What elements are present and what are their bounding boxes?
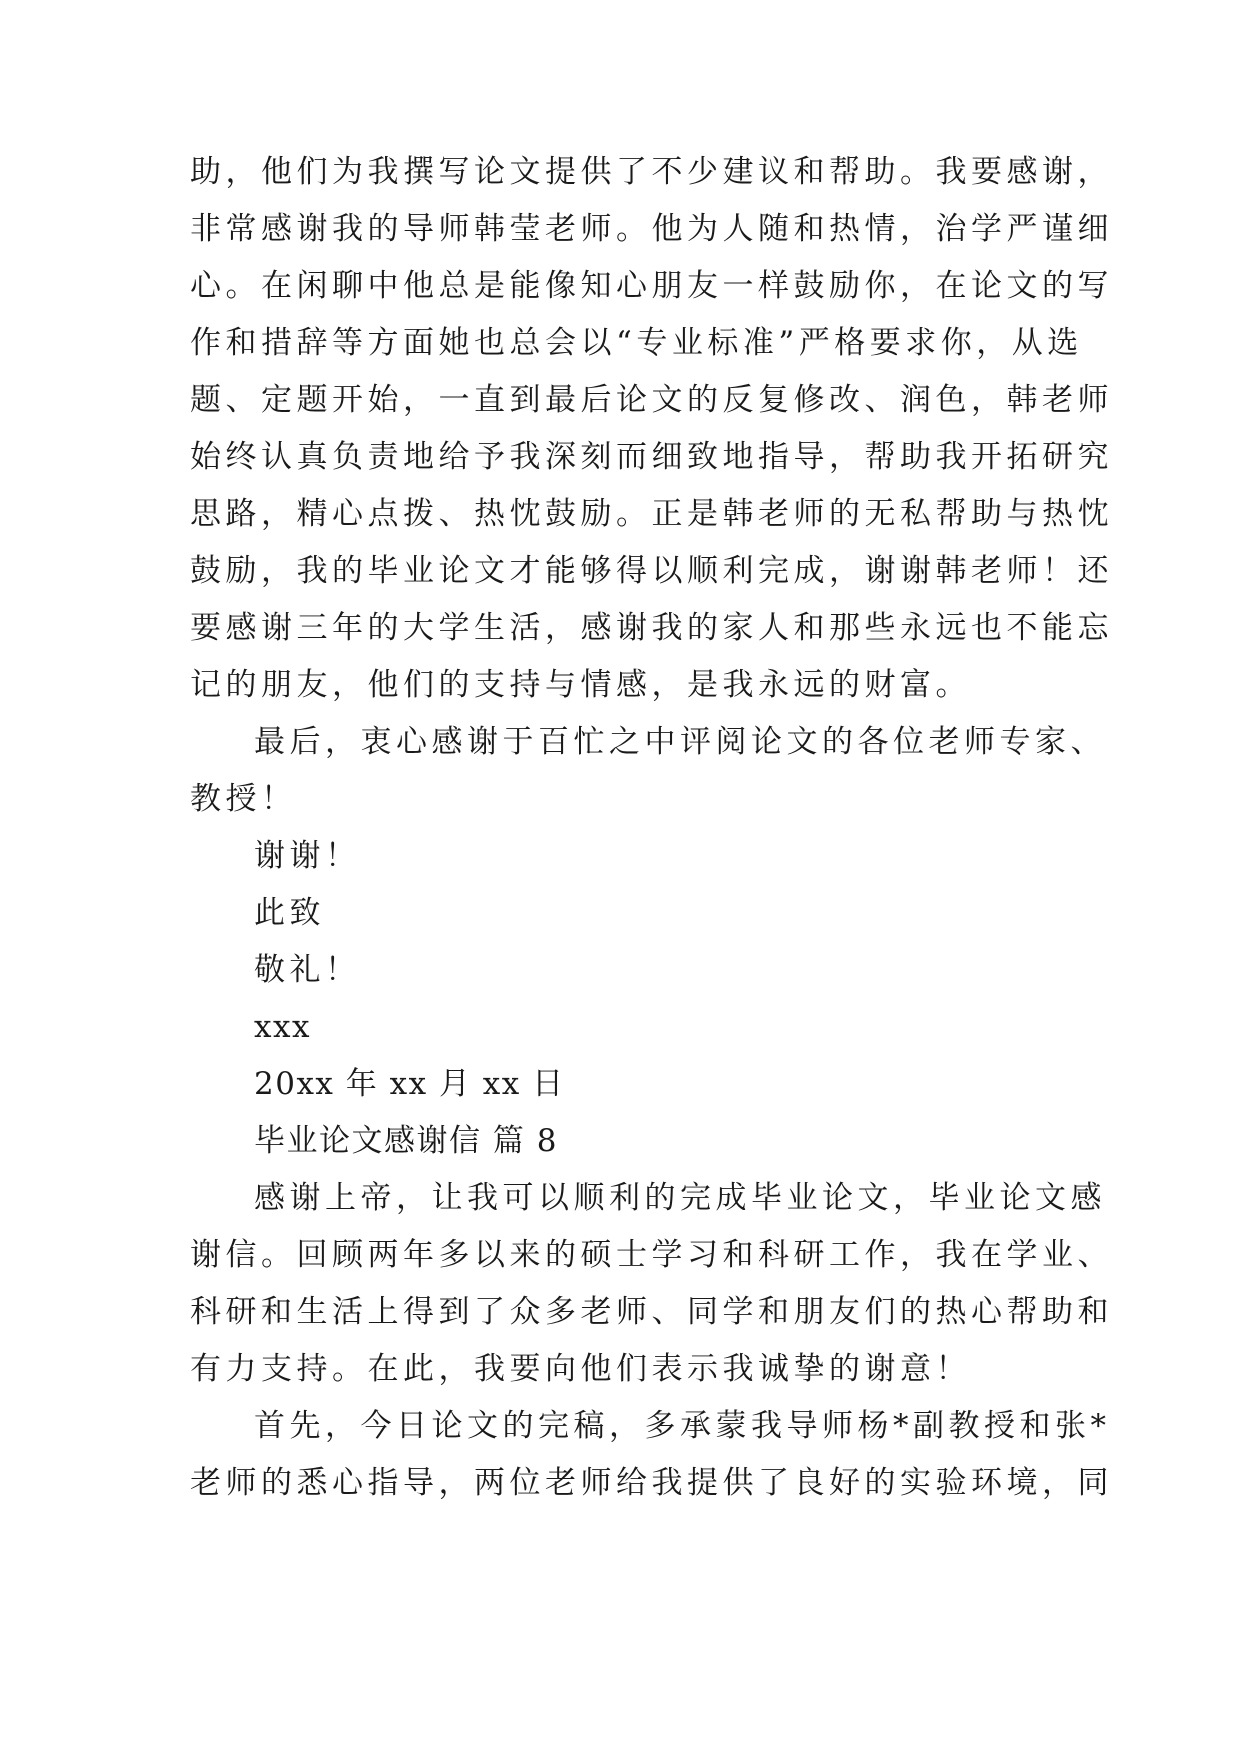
signature-name: xxx	[254, 1009, 311, 1045]
text-line: 助，他们为我撰写论文提供了不少建议和帮助。我要感谢，	[190, 154, 1113, 190]
text-line: 有力支持。在此，我要向他们表示我诚挚的谢意！	[190, 1351, 971, 1387]
text-line: 题、定题开始，一直到最后论文的反复修改、润色，韩老师	[190, 382, 1113, 418]
text-line: 心。在闲聊中他总是能像知心朋友一样鼓励你，在论文的写	[190, 268, 1113, 304]
text-line: 思路，精心点拨、热忱鼓励。正是韩老师的无私帮助与热忱	[190, 496, 1113, 532]
closing-salutation: 此致	[254, 895, 325, 931]
text-line: 教授！	[190, 781, 297, 817]
text-line: 要感谢三年的大学生活，感谢我的家人和那些永远也不能忘	[190, 610, 1113, 646]
text-line: 始终认真负责地给予我深刻而细致地指导，帮助我开拓研究	[190, 439, 1113, 475]
paragraph-first-line: 感谢上帝，让我可以顺利的完成毕业论文，毕业论文感	[254, 1180, 1106, 1216]
text-line: 记的朋友，他们的支持与情感，是我永远的财富。	[190, 667, 971, 703]
closing-regards: 敬礼！	[254, 952, 361, 988]
text-line: 非常感谢我的导师韩莹老师。他为人随和热情，治学严谨细	[190, 211, 1113, 247]
signature-date: 20xx 年 xx 月 xx 日	[254, 1066, 565, 1102]
closing-thanks: 谢谢！	[254, 838, 361, 874]
text-line: 作和措辞等方面她也总会以“专业标准”严格要求你，从选	[190, 325, 1083, 361]
text-line: 老师的悉心指导，两位老师给我提供了良好的实验环境，同	[190, 1465, 1113, 1501]
paragraph-first-line: 首先，今日论文的完稿，多承蒙我导师杨*副教授和张*	[254, 1408, 1111, 1444]
text-line: 科研和生活上得到了众多老师、同学和朋友们的热心帮助和	[190, 1294, 1113, 1330]
paragraph-first-line: 最后，衷心感谢于百忙之中评阅论文的各位老师专家、	[254, 724, 1106, 760]
text-line: 鼓励，我的毕业论文才能够得以顺利完成，谢谢韩老师！还	[190, 553, 1113, 589]
text-line: 谢信。回顾两年多以来的硕士学习和科研工作，我在学业、	[190, 1237, 1113, 1273]
section-heading: 毕业论文感谢信 篇 8	[254, 1123, 558, 1159]
